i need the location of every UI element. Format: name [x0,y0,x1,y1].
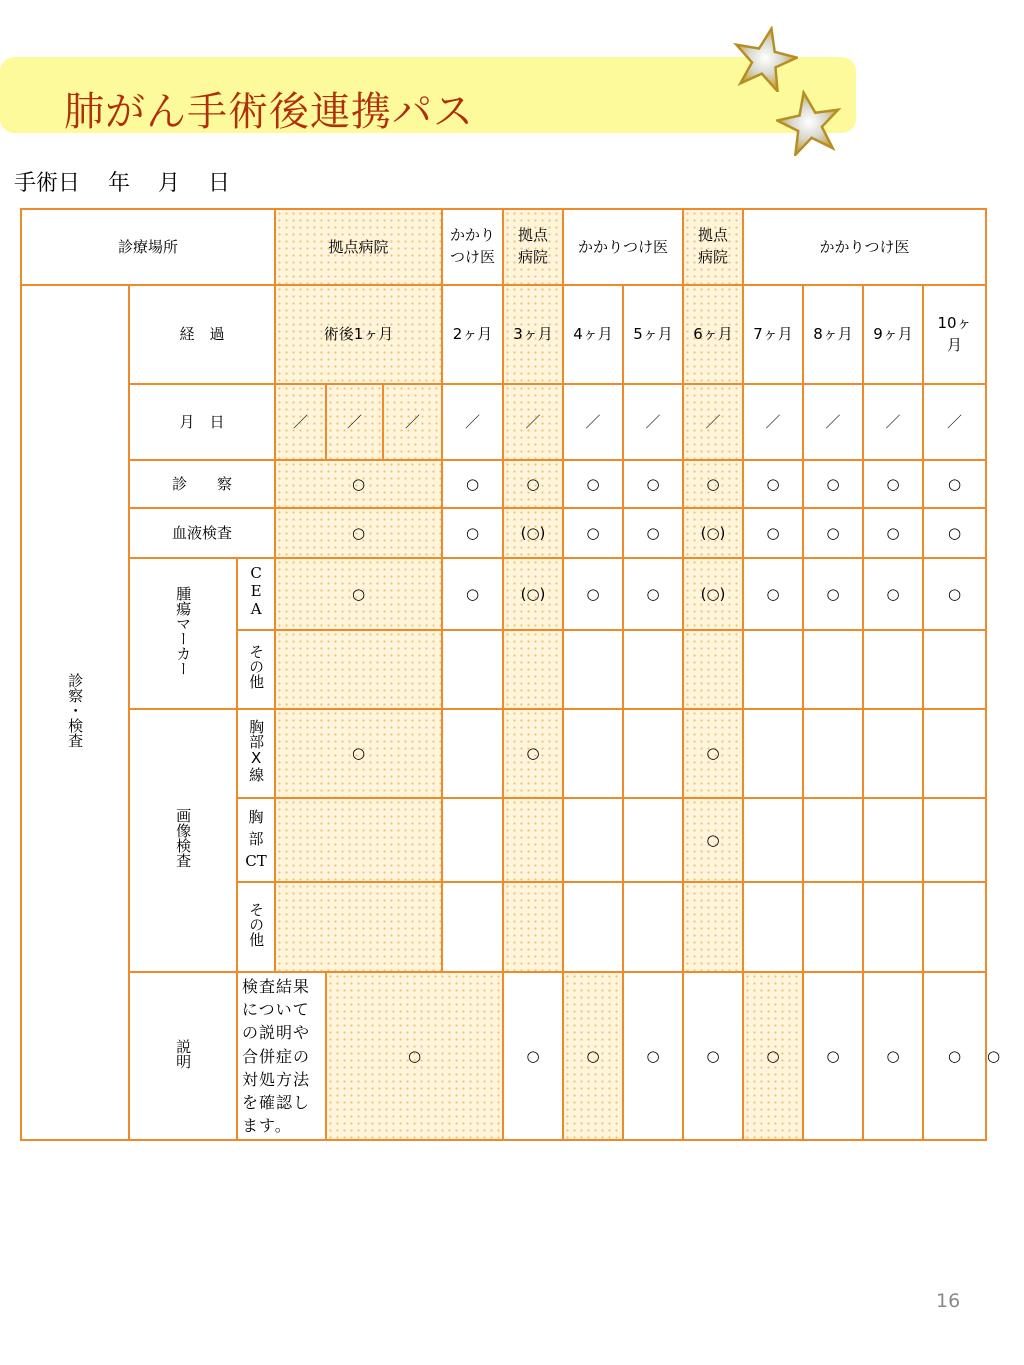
check-mark: ○ [683,709,743,798]
empty-cell [442,882,503,972]
progress-row [21,285,986,384]
explanation-row: 説明 検査結果についての説明や合併症の対処方法を確認します。 ○ ○ ○ ○ ○ ○ ○ ○ ○ ○ [21,972,986,1140]
check-mark: ○ [503,972,563,1140]
location-hub-1: 拠点病院 [275,209,442,285]
date-cell: ／ [563,384,623,460]
location-gp-2: かかりつけ医 [563,209,683,285]
page-number: 16 [936,1290,961,1312]
chest-xray-label: 胸部X線 [237,709,275,798]
empty-cell [442,630,503,709]
check-mark: ○ [563,558,623,630]
empty-cell [863,798,923,882]
check-mark: ○ [623,460,683,508]
empty-cell [923,798,986,882]
empty-cell [683,630,743,709]
empty-cell [623,798,683,882]
date-cell: ／ [683,384,743,460]
check-mark: ○ [275,460,442,508]
empty-cell [442,709,503,798]
check-mark: ○ [743,972,803,1140]
empty-cell [275,798,442,882]
check-mark: ○ [442,460,503,508]
page-title: 肺がん手術後連携パス [64,89,474,135]
empty-cell [863,630,923,709]
date-cell: ／ [326,384,383,460]
empty-cell [442,798,503,882]
check-mark: ○ [803,508,863,558]
month-10: 10ヶ月 [923,285,986,384]
empty-cell [275,630,442,709]
check-mark: ○ [803,460,863,508]
check-mark: ○ [503,709,563,798]
empty-cell [863,709,923,798]
date-label: 月 日 [129,384,275,460]
empty-cell [683,882,743,972]
check-mark: ○ [863,972,923,1140]
check-mark-optional: (○) [503,558,563,630]
date-row [21,384,986,460]
date-cell: ／ [503,384,563,460]
tumor-marker-label: 腫瘍マーカー [129,558,237,709]
check-mark: ○ [503,460,563,508]
section-exam-label: 診察・検査 [21,285,129,1140]
empty-cell [803,709,863,798]
cea-row [21,558,986,630]
surgery-year-label: 年 [108,171,131,196]
empty-cell [743,882,803,972]
empty-cell [623,709,683,798]
surgery-day-label: 日 [208,171,231,196]
check-mark: ○ [863,460,923,508]
check-mark: ○ [863,558,923,630]
location-hub-3: 拠点病院 [683,209,743,285]
check-mark: ○ [275,508,442,558]
cea-label: CEA [237,558,275,630]
empty-cell [563,882,623,972]
check-mark: ○ [923,460,986,508]
empty-cell [275,882,442,972]
empty-cell [503,882,563,972]
check-mark: ○ [563,508,623,558]
month-4: 4ヶ月 [563,285,623,384]
chest-xray-row [21,709,986,798]
star-icon [776,90,842,156]
empty-cell [743,630,803,709]
check-mark-optional: (○) [683,508,743,558]
date-cell: ／ [383,384,442,460]
exam-row [21,460,986,508]
star-icon [732,26,798,92]
empty-cell [743,709,803,798]
empty-cell [563,798,623,882]
imaging-label: 画像検査 [129,709,237,972]
empty-cell [923,882,986,972]
empty-cell [503,630,563,709]
section-explanation-label: 説明 [129,972,237,1140]
exam-label: 診 察 [129,460,275,508]
check-mark: ○ [623,508,683,558]
blood-test-label: 血液検査 [129,508,275,558]
check-mark: ○ [275,558,442,630]
check-mark: ○ [563,460,623,508]
empty-cell [863,882,923,972]
check-mark: ○ [563,972,623,1140]
empty-cell [623,630,683,709]
date-cell: ／ [442,384,503,460]
imaging-other-label: その他 [237,882,275,972]
surgery-month-label: 月 [158,171,181,196]
progress-label: 経 過 [129,285,275,384]
date-cell: ／ [803,384,863,460]
empty-cell [803,630,863,709]
location-hub-2: 拠点病院 [503,209,563,285]
month-1: 術後1ヶ月 [275,285,442,384]
month-7: 7ヶ月 [743,285,803,384]
date-cell: ／ [623,384,683,460]
empty-cell [923,630,986,709]
empty-cell [803,882,863,972]
month-3: 3ヶ月 [503,285,563,384]
check-mark: ○ [683,798,743,882]
check-mark: ○ [683,972,743,1140]
check-mark-optional: (○) [503,508,563,558]
check-mark: ○ [442,508,503,558]
check-mark: ○ [923,558,986,630]
date-cell: ／ [923,384,986,460]
check-mark: ○ [442,558,503,630]
month-8: 8ヶ月 [803,285,863,384]
empty-cell [563,630,623,709]
clinical-path-table [20,208,1001,1141]
check-mark: ○ [923,972,986,1140]
empty-cell [803,798,863,882]
date-cell: ／ [863,384,923,460]
check-mark: ○ [923,508,986,558]
surgery-date-label: 手術日 [14,171,81,196]
surgery-date-line [14,166,230,197]
check-mark: ○ [275,709,442,798]
empty-cell [743,798,803,882]
month-5: 5ヶ月 [623,285,683,384]
chest-ct-label: 胸部CT [237,798,275,882]
check-mark: ○ [623,972,683,1140]
check-mark: ○ [743,558,803,630]
empty-cell [923,709,986,798]
check-mark: ○ [803,558,863,630]
location-gp-3: かかりつけ医 [743,209,986,285]
month-6: 6ヶ月 [683,285,743,384]
check-mark-optional: (○) [683,558,743,630]
location-gp-1: かかりつけ医 [442,209,503,285]
month-9: 9ヶ月 [863,285,923,384]
blood-test-row [21,508,986,558]
month-2: 2ヶ月 [442,285,503,384]
check-mark: ○ [326,972,503,1140]
check-mark: ○ [863,508,923,558]
explanation-text: 検査結果についての説明や合併症の対処方法を確認します。 [237,972,326,1140]
check-mark: ○ [803,972,863,1140]
location-header: 診療場所 [21,209,275,285]
date-cell: ／ [743,384,803,460]
check-mark: ○ [743,460,803,508]
check-mark: ○ [623,558,683,630]
marker-other-label: その他 [237,630,275,709]
check-mark: ○ [683,460,743,508]
empty-cell [623,882,683,972]
date-cell: ／ [275,384,326,460]
empty-cell [563,709,623,798]
check-mark: ○ [743,508,803,558]
empty-cell [503,798,563,882]
location-row [21,209,986,285]
